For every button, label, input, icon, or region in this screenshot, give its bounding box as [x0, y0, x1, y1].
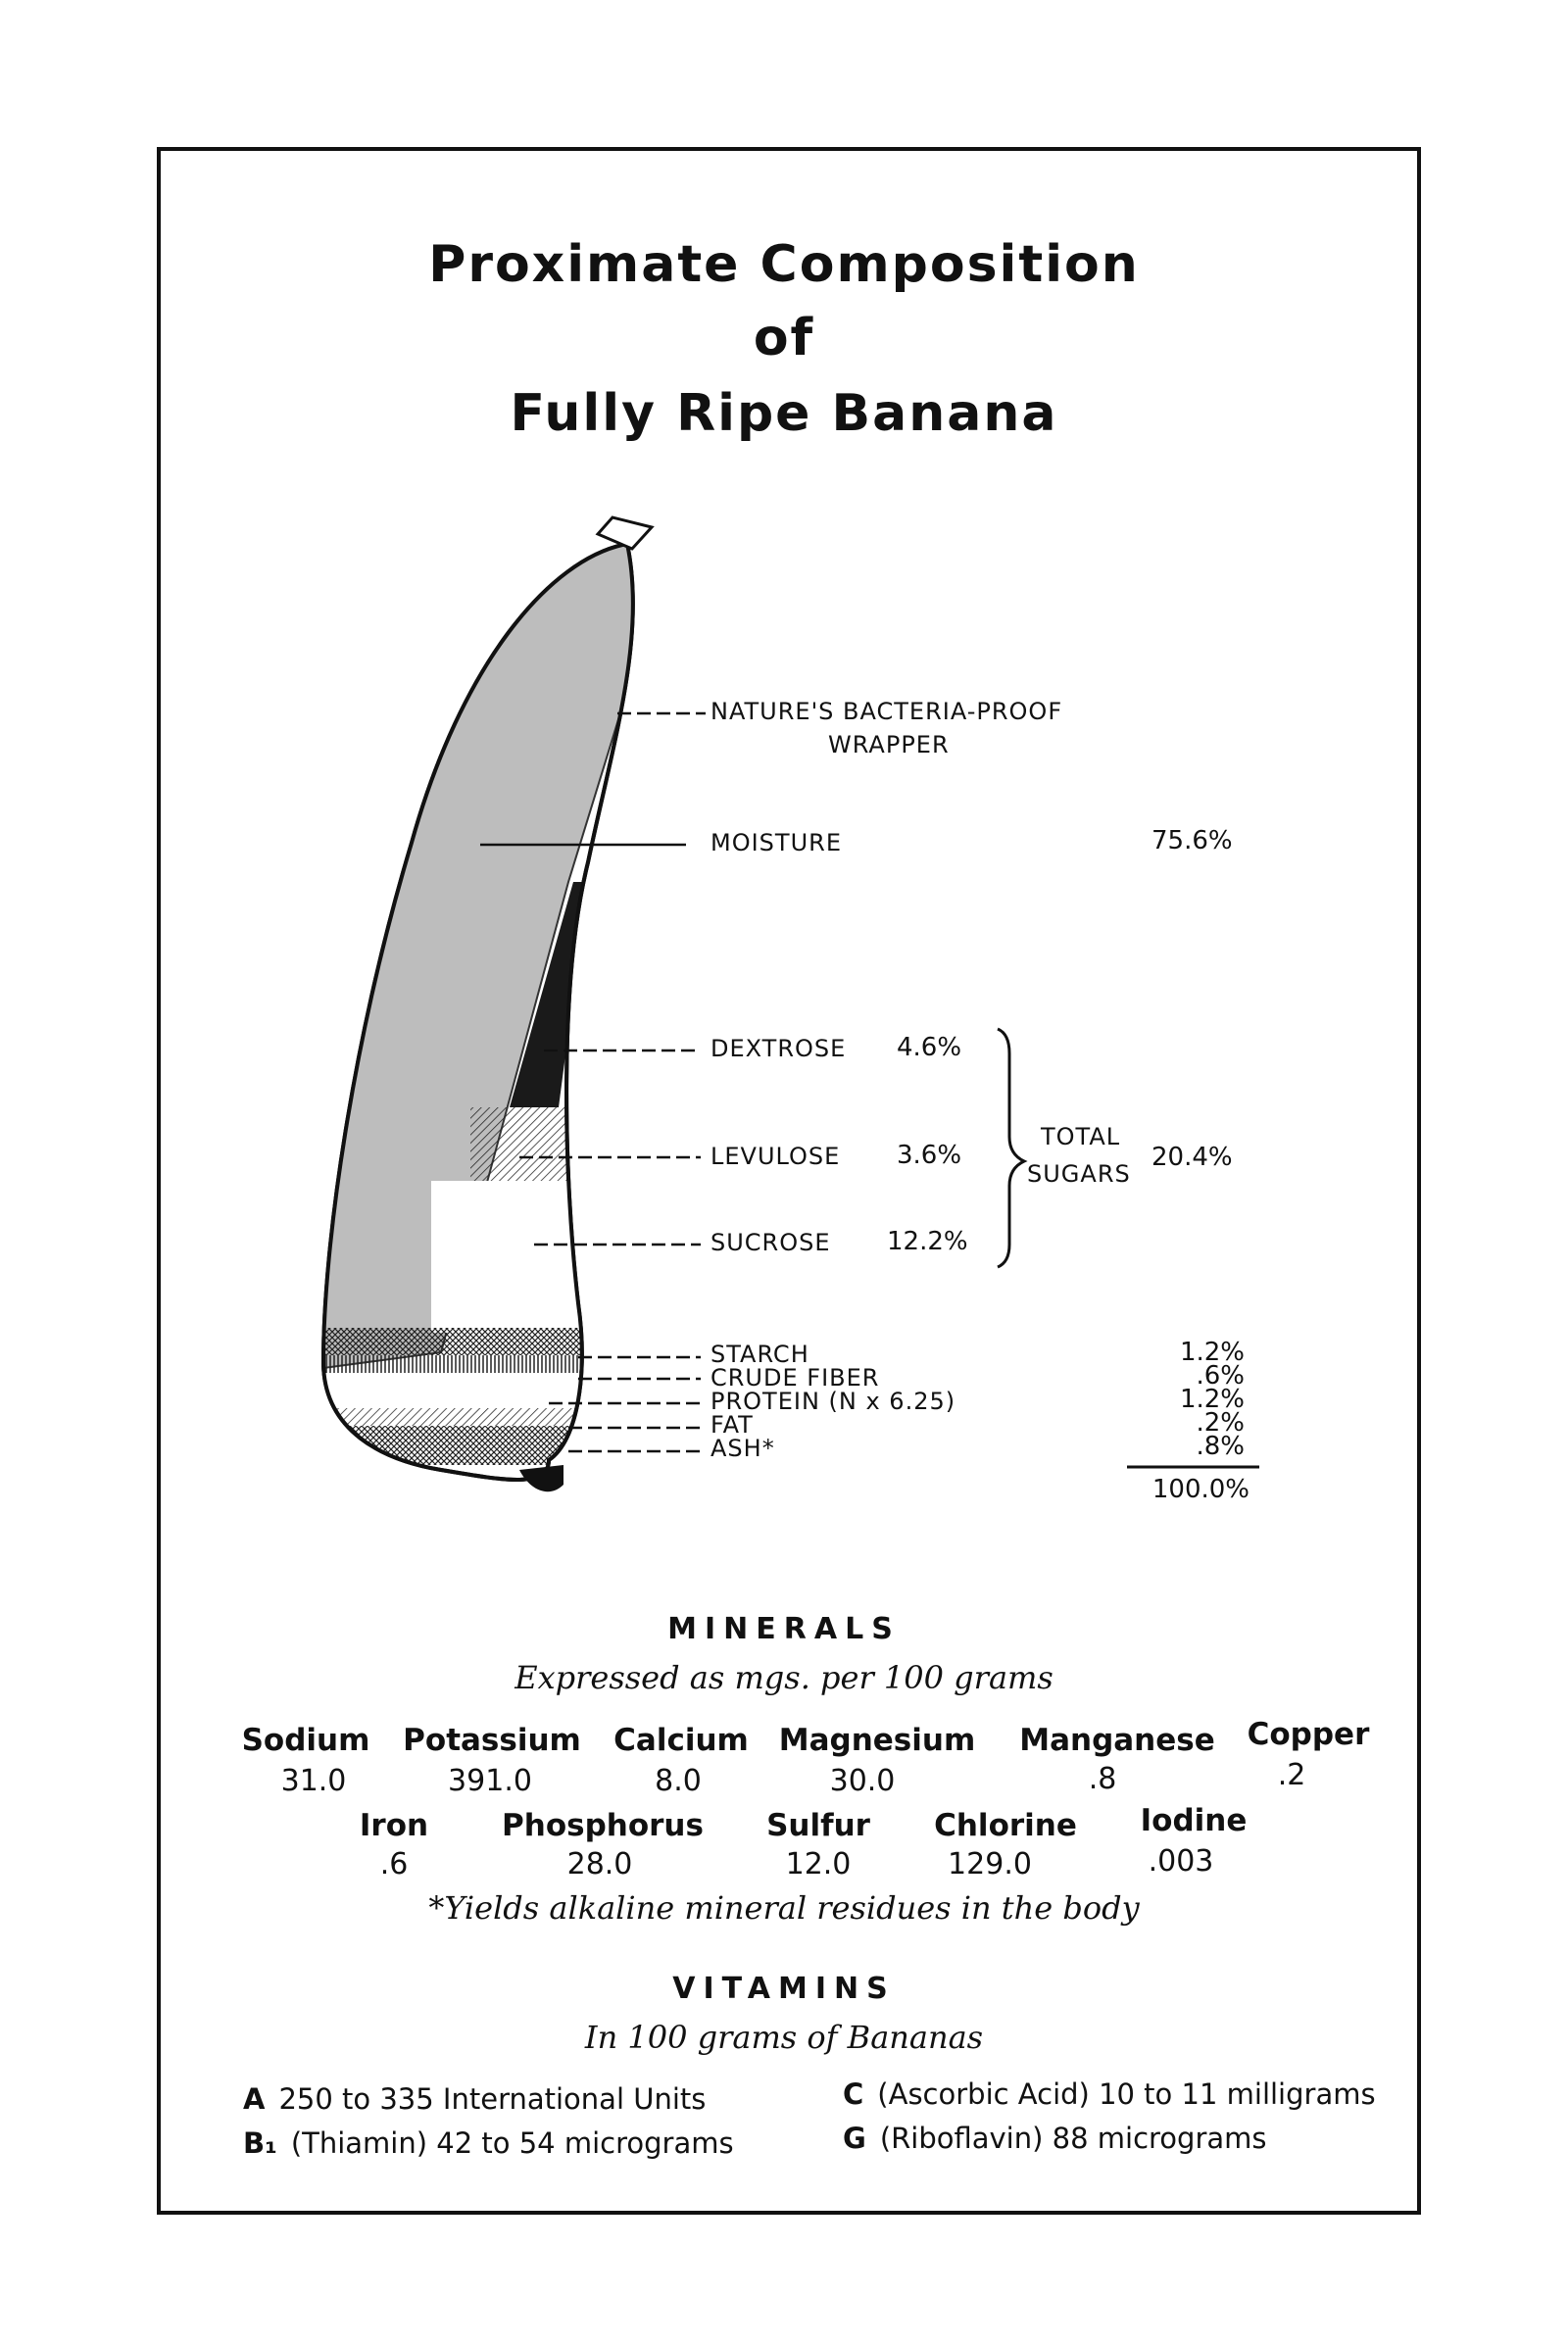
sucrose-label: SUCROSE	[710, 1229, 831, 1256]
sugars-brace	[998, 1029, 1024, 1267]
crude-fiber-region	[294, 1355, 588, 1373]
minerals-heading: MINERALS	[667, 1612, 901, 1646]
total-sugars-label-2: SUGARS	[1027, 1160, 1131, 1188]
protein-label: PROTEIN (N x 6.25)	[710, 1388, 956, 1415]
levulose-value: 3.6%	[897, 1141, 962, 1170]
mineral-value: .003	[1148, 1844, 1214, 1879]
dextrose-label: DEXTROSE	[710, 1035, 847, 1062]
total-sugars-value: 20.4%	[1152, 1143, 1233, 1172]
mineral-value: 8.0	[655, 1764, 702, 1798]
mineral-name: Sodium	[241, 1723, 370, 1758]
mineral-value: 30.0	[829, 1764, 896, 1798]
mineral-name: Iodine	[1140, 1803, 1248, 1838]
vitamin-g	[843, 2122, 1267, 2155]
minerals-subheading: Expressed as mgs. per 100 grams	[514, 1659, 1054, 1696]
title-line-2: of	[753, 309, 815, 367]
mineral-value: 391.0	[448, 1764, 532, 1798]
ash-label: ASH*	[710, 1435, 775, 1462]
mineral-value: .6	[379, 1847, 409, 1881]
sucrose-region	[431, 1181, 588, 1333]
protein-region	[294, 1373, 588, 1408]
mineral-value: 28.0	[566, 1847, 633, 1881]
vitamins-heading: VITAMINS	[672, 1972, 896, 2006]
vitamin-text: (Riboflavin) 88 micrograms	[879, 2122, 1267, 2155]
mineral-name: Phosphorus	[502, 1808, 704, 1843]
mineral-value: 31.0	[280, 1764, 347, 1798]
protein-value: 1.2%	[1179, 1385, 1245, 1414]
vitamin-a	[243, 2082, 706, 2116]
vitamin-text: (Thiamin) 42 to 54 micrograms	[290, 2126, 734, 2160]
mineral-value: 129.0	[948, 1847, 1032, 1881]
mineral-value: 12.0	[785, 1847, 852, 1881]
moisture-value: 75.6%	[1152, 826, 1233, 855]
fat-label: FAT	[710, 1411, 754, 1439]
fat-value: .2%	[1196, 1408, 1245, 1438]
ash-region	[294, 1426, 588, 1465]
vitamins-subheading: In 100 grams of Bananas	[584, 2019, 984, 2056]
vitamin-c	[843, 2077, 1376, 2111]
vitamin-letter: B₁	[243, 2126, 277, 2160]
levulose-region	[470, 1107, 588, 1181]
crude-fiber-label: CRUDE FIBER	[710, 1364, 880, 1392]
total-value: 100.0%	[1152, 1475, 1250, 1504]
mineral-name: Copper	[1247, 1717, 1370, 1752]
wrapper-label-line2: WRAPPER	[828, 731, 950, 758]
mineral-value: .2	[1277, 1758, 1306, 1792]
moisture-label: MOISTURE	[710, 829, 842, 856]
dextrose-value: 4.6%	[897, 1033, 962, 1062]
banana-stem	[598, 517, 652, 549]
vitamin-text: 250 to 335 International Units	[278, 2082, 707, 2116]
vitamin-letter: C	[843, 2077, 864, 2111]
total-sugars-label-1: TOTAL	[1041, 1123, 1121, 1150]
vitamin-text: (Ascorbic Acid) 10 to 11 milligrams	[877, 2077, 1376, 2111]
mineral-name: Sulfur	[766, 1808, 870, 1843]
mineral-name: Calcium	[613, 1723, 749, 1758]
vitamin-b1	[243, 2126, 734, 2160]
sucrose-value: 12.2%	[887, 1227, 968, 1256]
mineral-name: Iron	[359, 1808, 429, 1843]
starch-value: 1.2%	[1179, 1338, 1245, 1367]
mineral-name: Magnesium	[778, 1723, 976, 1758]
ash-value: .8%	[1196, 1432, 1245, 1461]
mineral-name: Chlorine	[934, 1808, 1077, 1843]
mineral-name: Potassium	[403, 1723, 581, 1758]
mineral-name: Manganese	[1019, 1723, 1215, 1758]
mineral-value: .8	[1088, 1762, 1117, 1796]
starch-region	[294, 1328, 588, 1355]
vitamin-letter: G	[843, 2122, 866, 2155]
vitamin-letter: A	[243, 2082, 266, 2116]
starch-label: STARCH	[710, 1341, 809, 1368]
title-line-3: Fully Ripe Banana	[510, 384, 1058, 443]
crude-fiber-value: .6%	[1196, 1361, 1245, 1391]
wrapper-label: NATURE'S BACTERIA-PROOF	[710, 698, 1063, 725]
minerals-footnote: *Yields alkaline mineral residues in the body	[428, 1889, 1140, 1927]
title-line-1: Proximate Composition	[428, 235, 1140, 294]
levulose-label: LEVULOSE	[710, 1143, 841, 1170]
